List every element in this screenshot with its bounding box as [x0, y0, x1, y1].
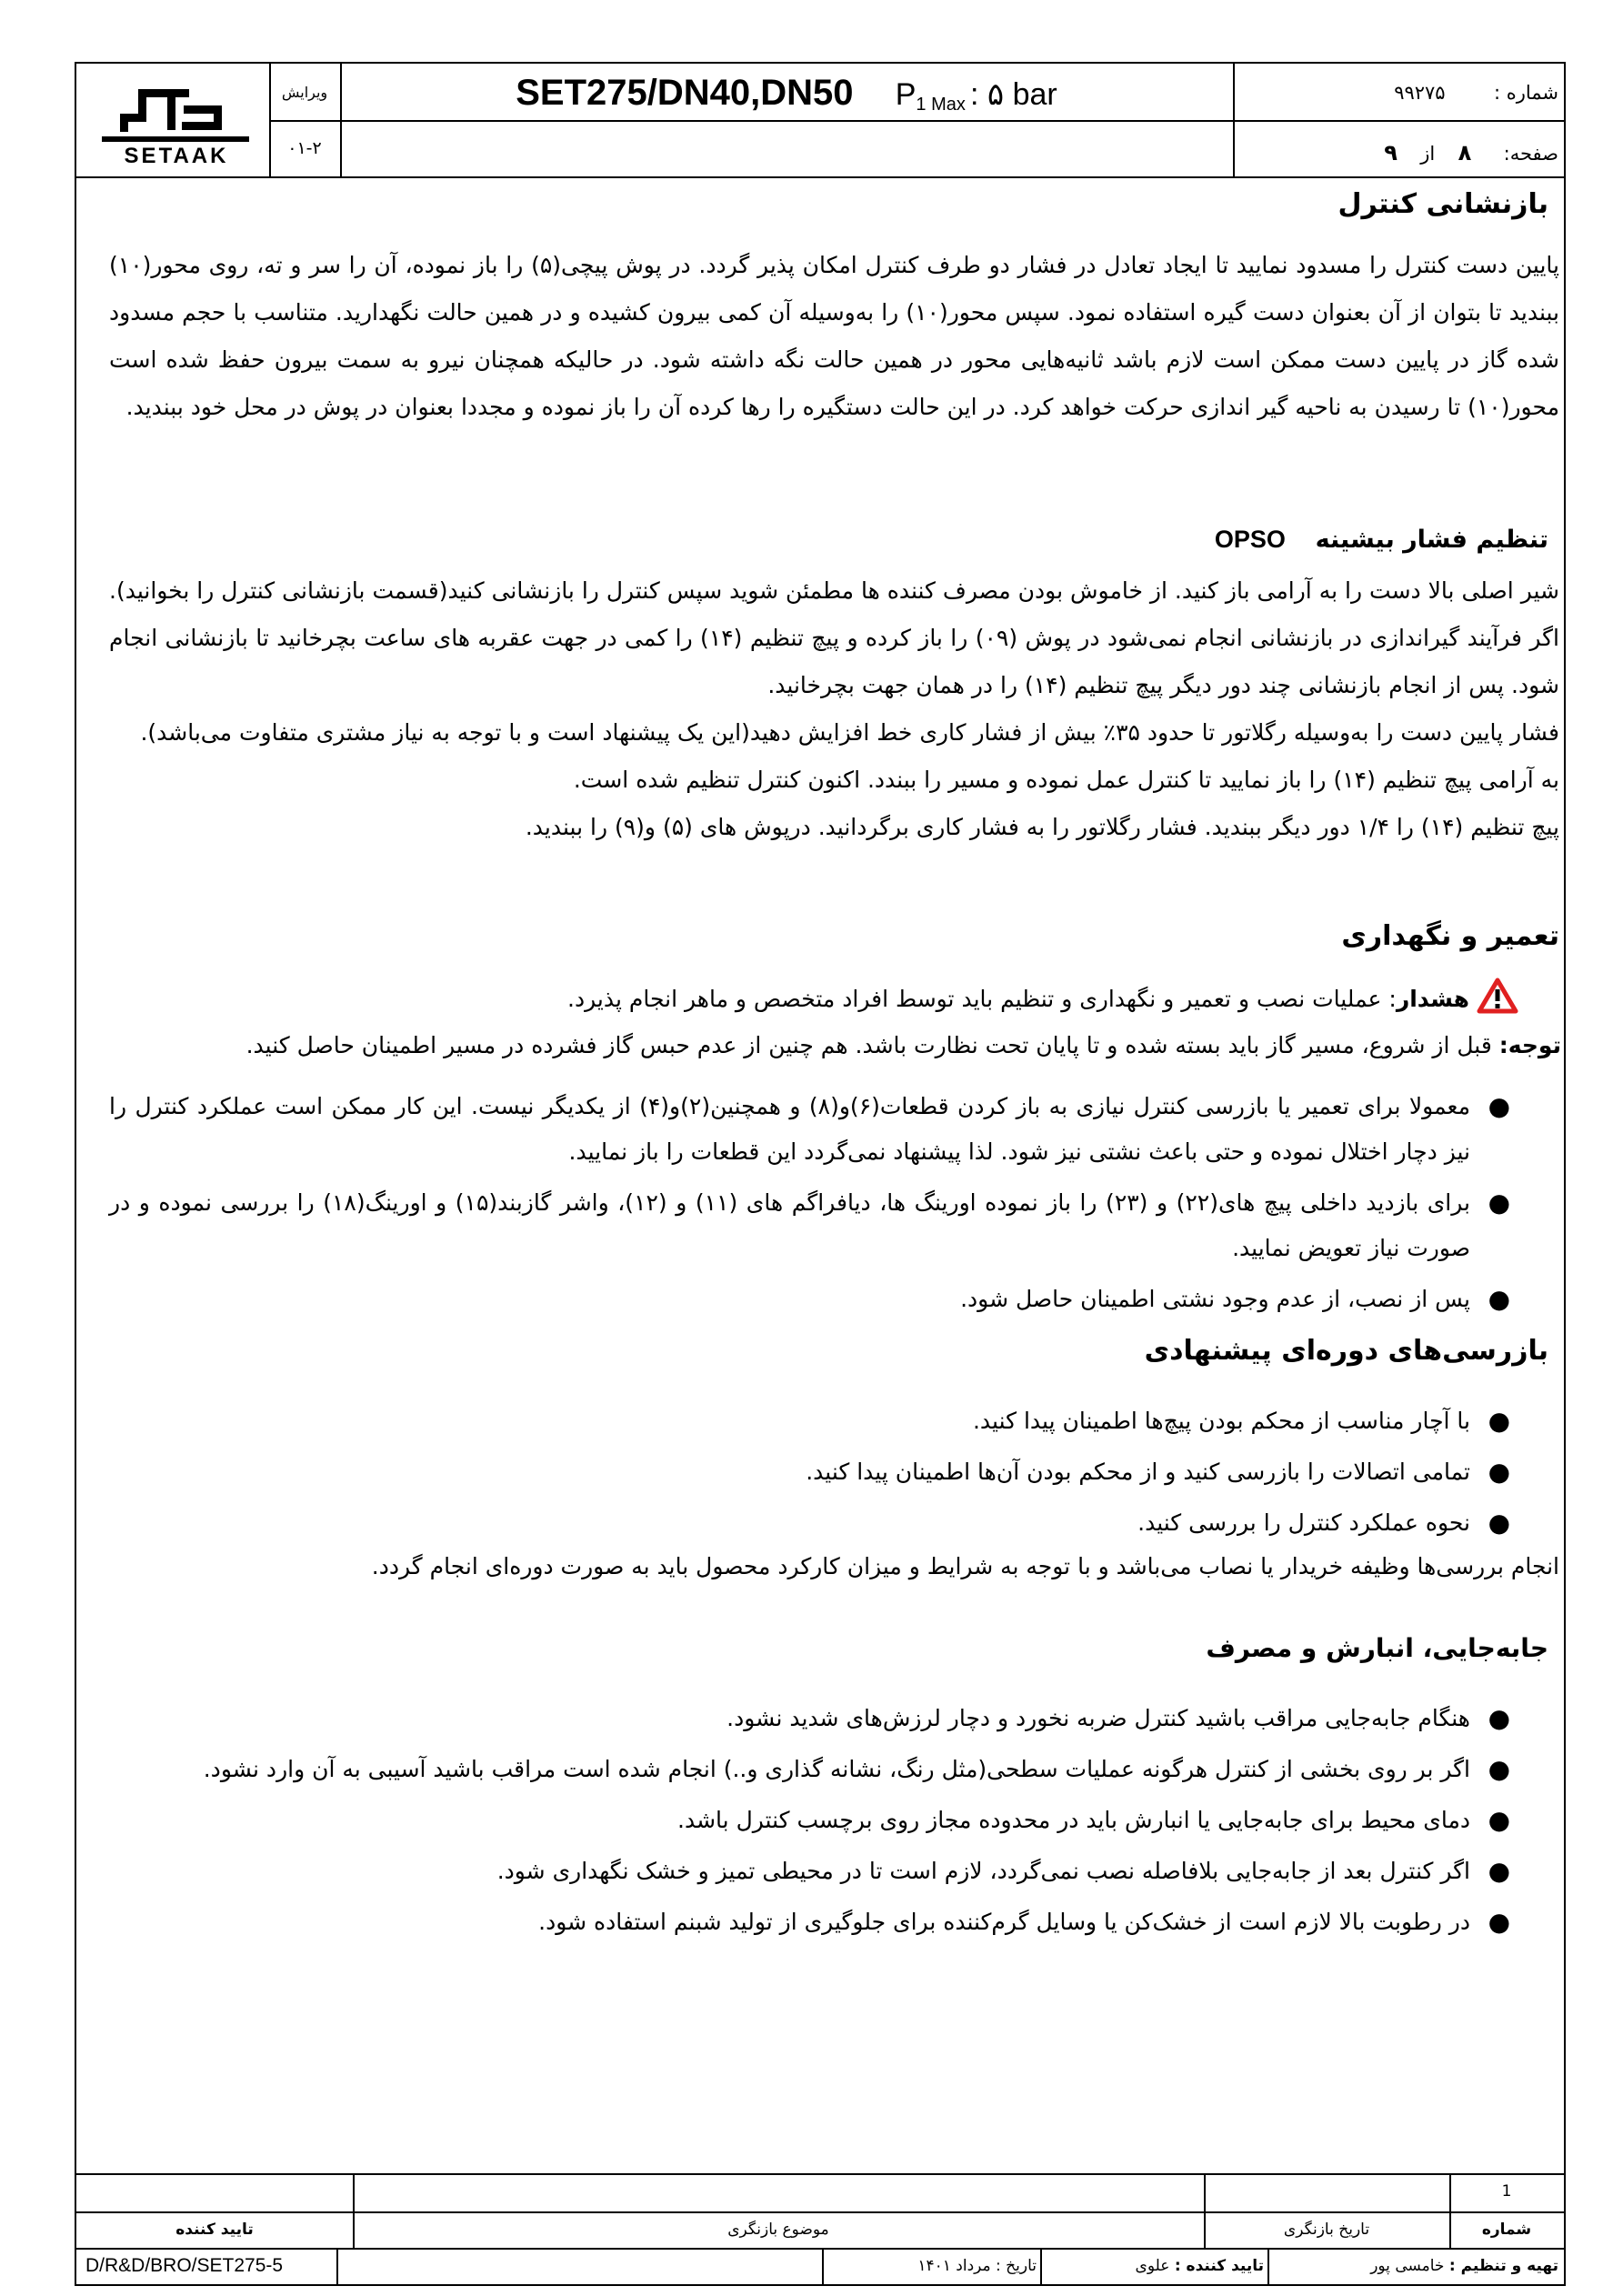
bullet-icon: ●	[1488, 1457, 1510, 1487]
date-value: ۱۴۰۱	[917, 2257, 951, 2275]
warning-icon	[1477, 978, 1518, 1019]
section-title-handling: جابه‌جایی، انبارش و مصرف	[1206, 1633, 1548, 1663]
list-item: ● نحوه عملکرد کنترل را بررسی کنید.	[109, 1498, 1514, 1549]
warning-text: : عملیات نصب و تعمیر و نگهداری و تنظیم باید توسط افراد متخصص و ماهر انجام پذیرد.	[567, 986, 1397, 1012]
bullet-icon: ●	[1488, 1284, 1510, 1314]
note-text: قبل از شروع، مسیر گاز باید بسته شده و تا پایان تحت نظارت باشد. هم چنین از عدم حبس گاز فشرده در مسیر اطمینان حاصل کنید.	[245, 1032, 1499, 1058]
list-item: ● در رطوبت بالا لازم است از خشک‌کن یا وسایل گرم‌کننده برای جلوگیری از تولید شبنم استفاده شود.	[109, 1897, 1514, 1948]
model-name: SET275/DN40,DN50	[516, 73, 854, 113]
doc-number-label: شماره :	[1493, 82, 1558, 104]
date-label: تاریخ : مرداد	[956, 2257, 1037, 2275]
pressure-value: : ۵ bar	[969, 77, 1057, 112]
opso-p1: شیر اصلی بالا دست را به آرامی باز کنید. از خاموش بودن مصرف کننده ها مطمئن شوید سپس کنترل را بازنشانی کنید(قسمت بازنشانی کنترل را بخوانید). اگر فرآیند گیراندازی در بازنشانی انجام نمی‌شود در پوش (۰۹) را باز کرده و پیچ تنظیم (۱۴) را کمی در جهت عقربه های ساعت بچرخانید تا بازنشانی انجام شود. پس از انجام بازنشانی چند دور دیگر پیچ تنظیم (۱۴) را در همان جهت بچرخانید.	[109, 577, 1559, 698]
col-number: شماره	[1481, 2221, 1532, 2239]
list-item: ● معمولا برای تعمیر یا بازرسی کنترل نیازی به باز کردن قطعات(۶)و(۸) و همچنین(۲)و(۴) از یکدیگر نیست. این کار ممکن است عملکرد کنترل را نیز دچار اختلال نموده و حتی باعث نشتی نیز شود. لذا پیشنهاد نمی‌گردد این قطعات را باز نمایید.	[109, 1084, 1514, 1175]
bullet-icon: ●	[1488, 1907, 1510, 1937]
model-title	[342, 73, 1231, 115]
approved-value: علوی	[1135, 2257, 1170, 2275]
page-total: ۹	[1384, 140, 1398, 165]
bullet-icon: ●	[1488, 1188, 1510, 1218]
col-revision-date: تاریخ بازنگری	[1283, 2221, 1370, 2239]
opso-title: تنظیم فشار بیشینه	[1315, 526, 1548, 554]
page-current: ۸	[1458, 140, 1472, 165]
company-logo	[84, 71, 265, 173]
note-line	[102, 1032, 1561, 1058]
list-item: ● تمامی اتصالات را بازرسی کنید و از محکم بودن آن‌ها اطمینان پیدا کنید.	[109, 1447, 1514, 1498]
page-of: از	[1420, 143, 1436, 165]
bullet-icon: ●	[1488, 1856, 1510, 1886]
page-frame-right	[1564, 178, 1566, 2173]
col-approver: تایید کننده	[175, 2221, 254, 2239]
page-label: صفحه:	[1503, 143, 1558, 165]
bullet-icon: ●	[1488, 1703, 1510, 1733]
prepared-by	[1269, 2257, 1558, 2275]
inspection-bullet-list	[109, 1396, 1514, 1549]
approved-by	[1042, 2257, 1264, 2275]
doc-number-row	[1240, 82, 1558, 104]
document-header	[75, 62, 1566, 178]
warning-label: هشدار	[1396, 986, 1469, 1012]
warning-line	[273, 978, 1518, 1019]
note-label: توجه:	[1498, 1032, 1561, 1058]
section-title-maintenance: تعمیر و نگهداری	[1341, 920, 1559, 952]
revision-value: ۰۱-۲	[287, 138, 322, 158]
bullet-icon: ●	[1488, 1091, 1510, 1121]
opso-title-en: OPSO	[1214, 526, 1286, 553]
list-item: ● اگر کنترل بعد از جابه‌جایی بلافاصله نصب نمی‌گردد، لازم است تا در محیطی تمیز و خشک نگهداری شود.	[109, 1846, 1514, 1897]
pressure-sub: 1 Max	[916, 95, 966, 115]
revision-label: ویرایش	[281, 84, 328, 101]
reset-text: پایین دست کنترل را مسدود نمایید تا ایجاد تعادل در فشار دو طرف کنترل امکان پذیر گردد. در پوش پیچی(۵) را باز نموده، آن را سر و ته، روی محور(۱۰) ببندید تا بتوان از آن بعنوان دست گیره استفاده نمود. سپس محور(۱۰) را به‌وسیله آن کمی بیرون کشیده و در همین حالت نگهدارید. متناسب با حجم مسدود شده گاز در پایین دست ممکن است لازم باشد ثانیه‌هایی محور در همین حالت نگه داشته شود. در حالیکه همچنان نیرو به سمت بیرون حفظ شده است محور(۱۰) تا رسیدن به ناحیه گیر اندازی حرکت خواهد کرد. در این حالت دستگیره را رها کرده آن را باز نموده و مجددا بعنوان در پوش در محل خود ببندید.	[109, 252, 1559, 420]
section-title-reset: بازنشانی کنترل	[1337, 188, 1548, 220]
reset-paragraph	[109, 242, 1559, 431]
list-item: ● دمای محیط برای جابه‌جایی یا انبارش باید در محدوده مجاز روی برچسب کنترل باشد.	[109, 1795, 1514, 1846]
prepared-value: خامسی پور	[1370, 2257, 1445, 2275]
bullet-icon: ●	[1488, 1754, 1510, 1784]
revision-footer	[75, 2173, 1566, 2286]
opso-p3: به آرامی پیچ تنظیم (۱۴) را باز نمایید تا کنترل عمل نموده و مسیر را ببندد. اکنون کنترل تنظیم شده است.	[573, 767, 1559, 793]
page-number-row	[1240, 140, 1558, 165]
col-revision-subject: موضوع بازنگری	[727, 2221, 829, 2239]
approved-label: تایید کننده :	[1174, 2257, 1264, 2275]
list-item: ● پس از نصب، از عدم وجود نشتی اطمینان حاصل شود.	[109, 1277, 1514, 1322]
logo-text: SETAAK	[124, 144, 229, 168]
inspection-closing: انجام بررسی‌ها وظیفه خریدار یا نصاب می‌باشد و با توجه به شرایط و میزان کارکرد محصول باید به صورت دوره‌ای انجام گردد.	[371, 1553, 1559, 1579]
page-frame-left	[75, 178, 76, 2173]
section-title-opso	[1215, 526, 1548, 554]
maintenance-bullet-list	[109, 1084, 1514, 1322]
opso-p2: فشار پایین دست را به‌وسیله رگلاتور تا حدود ۳۵٪ بیش از فشار کاری خط افزایش دهید(این یک پیشنهاد است و با توجه به نیاز مشتری متفاوت می‌باشد).	[140, 719, 1559, 746]
list-item: ● با آچار مناسب از محکم بودن پیچ‌ها اطمینان پیدا کنید.	[109, 1396, 1514, 1447]
section-title-inspection: بازرسی‌های دوره‌ای پیشنهادی	[1144, 1335, 1548, 1367]
opso-p4: پیچ تنظیم (۱۴) را ۱/۴ دور دیگر ببندید. فشار رگلاتور را به فشار کاری برگردانید. درپوش های (۵) و(۹) را ببندید.	[525, 814, 1559, 840]
doc-code: D/R&D/BRO/SET275-5	[85, 2255, 284, 2276]
pressure-prefix: P	[895, 77, 917, 112]
revision-row-number: 1	[1501, 2182, 1512, 2201]
list-item: ● اگر بر روی بخشی از کنترل هرگونه عملیات سطحی(مثل رنگ، نشانه گذاری و..) انجام شده است مراقب باشید آسیبی به آن وارد نشود.	[109, 1744, 1514, 1795]
handling-bullet-list	[109, 1693, 1514, 1948]
approval-date	[824, 2257, 1037, 2275]
bullet-icon: ●	[1488, 1805, 1510, 1835]
list-item: ● برای بازدید داخلی پیچ های(۲۲) و (۲۳) را باز نموده اورینگ ها، دیافراگم های (۱۱) و (۱۲)، واشر گازبند(۱۵) و اورینگ(۱۸) را بررسی نموده و در صورت نیاز تعویض نمایید.	[109, 1180, 1514, 1271]
prepared-label: تهیه و تنظیم :	[1448, 2257, 1558, 2275]
list-item: ● هنگام جابه‌جایی مراقب باشید کنترل ضربه نخورد و دچار لرزش‌های شدید نشود.	[109, 1693, 1514, 1744]
bullet-icon: ●	[1488, 1508, 1510, 1538]
bullet-icon: ●	[1488, 1406, 1510, 1436]
opso-paragraphs	[109, 567, 1559, 851]
doc-number-value: ۹۹۲۷۵	[1394, 82, 1446, 104]
